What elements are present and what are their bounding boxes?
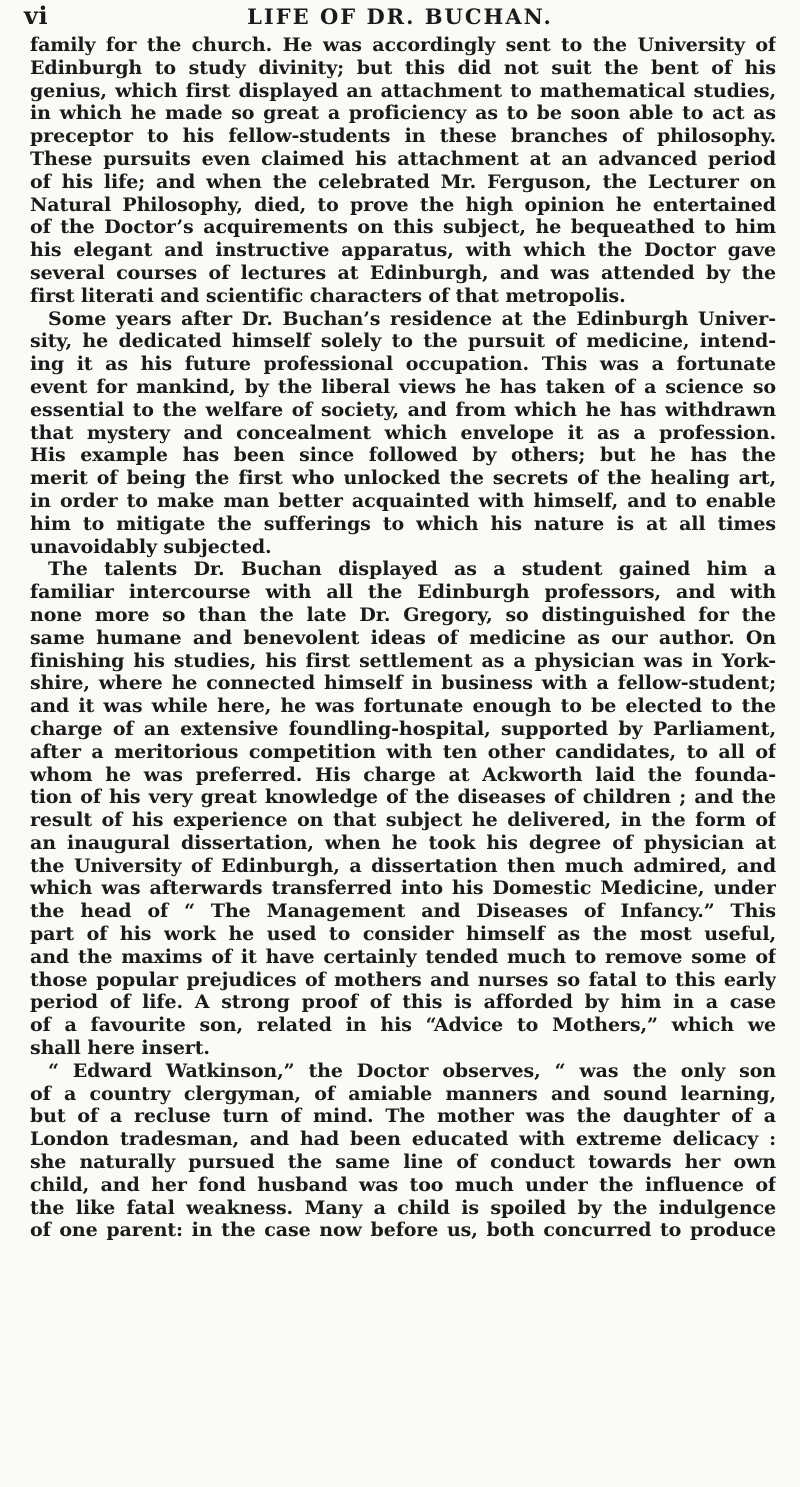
text-line: Some years after Dr. Buchan’s residence at the Edinburgh Univer- [48, 307, 776, 330]
text-line: first literati and scientific characters of that metropolis. [30, 284, 626, 307]
text-line: result of his experience on that subject he delivered, in the form of [30, 809, 776, 832]
text-line: of one parent: in the case now before us, both concurred to produce [30, 1219, 776, 1242]
text-line: preceptor to his fellow-students in these branches of philosophy. [30, 125, 776, 148]
text-line: His example has been since followed by others; but he has the [30, 444, 776, 467]
text-line: of a country clergyman, of amiable manners and sound learning, [30, 1082, 776, 1105]
text-line: tion of his very great knowledge of the diseases of children ; and the [30, 786, 776, 809]
text-line: after a meritorious competition with ten other candidates, to all of [30, 740, 776, 763]
text-line: of a favourite son, related in his “Advice to Mothers,” which we [30, 1014, 776, 1037]
running-head-title: LIFE OF DR. BUCHAN. [247, 4, 553, 29]
text-line: him to mitigate the sufferings to which his nature is at all times [30, 512, 776, 535]
text-line: the like fatal weakness. Many a child is spoiled by the indulgence [30, 1196, 776, 1219]
text-line: sity, he dedicated himself solely to the pursuit of medicine, intend- [30, 330, 776, 353]
text-line: merit of being the first who unlocked the secrets of the healing art, [30, 467, 776, 490]
text-line: several courses of lectures at Edinburgh, and was attended by the [30, 261, 776, 284]
text-line: same humane and benevolent ideas of medicine as our author. On [30, 626, 776, 649]
text-line: an inaugural dissertation, when he took his degree of physician at [30, 831, 776, 854]
text-line: ing it as his future professional occupation. This was a fortunate [30, 353, 776, 376]
text-line: charge of an extensive foundling-hospital, supported by Parliament, [30, 717, 776, 740]
text-line: and the maxims of it have certainly tended much to remove some of [30, 945, 776, 968]
text-line: which was afterwards transferred into his Domestic Medicine, under [30, 877, 776, 900]
text-line: none more so than the late Dr. Gregory, so distinguished for the [30, 603, 776, 626]
text-line: unavoidably subjected. [30, 535, 272, 558]
text-line: The talents Dr. Buchan displayed as a student gained him a [48, 558, 776, 581]
text-line: essential to the welfare of society, and from which he has withdrawn [30, 398, 776, 421]
text-line: Edinburgh to study divinity; but this did not suit the bent of his [30, 56, 776, 79]
text-line: the head of “ The Management and Diseases of Infancy.” This [30, 900, 776, 923]
text-line: genius, which first displayed an attachment to mathematical studies, [30, 79, 776, 102]
text-line: of his life; and when the celebrated Mr. Ferguson, the Lecturer on [30, 170, 776, 193]
text-line: but of a recluse turn of mind. The mother was the daughter of a [30, 1105, 776, 1128]
body-text [30, 34, 776, 1484]
text-line: and it was while here, he was fortunate enough to be elected to the [30, 695, 776, 718]
text-line: of the Doctor’s acquirements on this subject, he bequeathed to him [30, 216, 776, 239]
text-line: period of life. A strong proof of this is afforded by him in a case [30, 991, 776, 1014]
text-line: the University of Edinburgh, a dissertation then much admired, and [30, 854, 776, 877]
text-line: finishing his studies, his first settlement as a physician was in York- [30, 649, 776, 672]
text-line: that mystery and concealment which envelope it as a profession. [30, 421, 776, 444]
text-line: London tradesman, and had been educated with extreme delicacy : [30, 1128, 776, 1151]
text-line: family for the church. He was accordingly sent to the University of [30, 34, 776, 56]
text-line: she naturally pursued the same line of conduct towards her own [30, 1151, 776, 1174]
page-number: vi [24, 1, 49, 30]
text-line: those popular prejudices of mothers and nurses so fatal to this early [30, 968, 776, 991]
text-line: part of his work he used to consider himself as the most useful, [30, 923, 776, 946]
text-line: familiar intercourse with all the Edinburgh professors, and with [30, 581, 776, 604]
text-line: shall here insert. [30, 1037, 210, 1060]
text-line: event for mankind, by the liberal views he has taken of a science so [30, 375, 776, 398]
text-line: whom he was preferred. His charge at Ackworth laid the founda- [30, 763, 776, 786]
running-head [24, 2, 776, 32]
text-line: his elegant and instructive apparatus, with which the Doctor gave [30, 239, 776, 262]
text-line: child, and her fond husband was too much under the influence of [30, 1173, 776, 1196]
text-line: These pursuits even claimed his attachment at an advanced period [30, 147, 776, 170]
text-line: in order to make man better acquainted with himself, and to enable [30, 489, 776, 512]
text-line: Natural Philosophy, died, to prove the high opinion he entertained [30, 193, 776, 216]
text-line: in which he made so great a proficiency as to be soon able to act as [30, 102, 776, 125]
text-line: “ Edward Watkinson,” the Doctor observes, “ was the only son [48, 1059, 776, 1082]
text-line: shire, where he connected himself in business with a fellow-student; [30, 672, 776, 695]
